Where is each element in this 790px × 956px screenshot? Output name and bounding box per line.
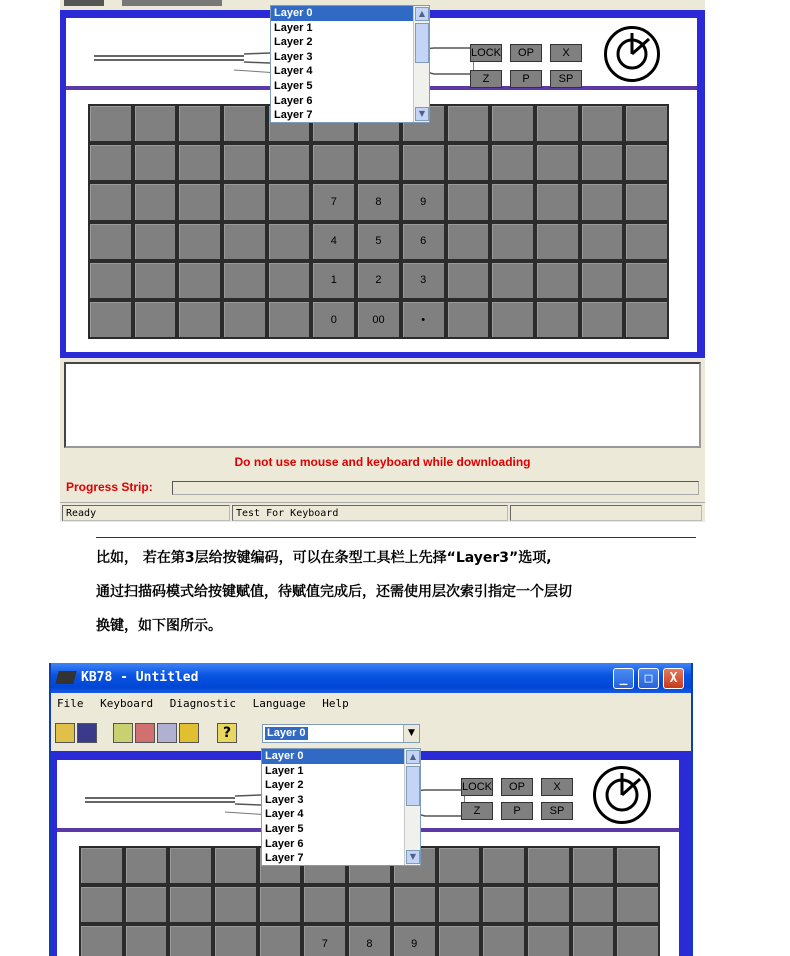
keyboard-key[interactable]: [267, 300, 312, 339]
keyboard-key[interactable]: [267, 143, 312, 182]
new-key-icon[interactable]: [113, 723, 133, 743]
p-button[interactable]: P: [501, 802, 533, 820]
keyboard-key[interactable]: [490, 261, 535, 300]
keyboard-key[interactable]: [88, 182, 133, 221]
keyboard-key[interactable]: 8: [347, 924, 392, 956]
keyboard-key[interactable]: [624, 300, 669, 339]
layer-dropdown-list[interactable]: [270, 5, 430, 123]
status-bar: [60, 502, 705, 522]
window-titlebar[interactable]: [51, 663, 691, 693]
keyboard-key[interactable]: [133, 222, 178, 261]
dropdown-item-layer-3[interactable]: Layer 3: [265, 793, 304, 806]
keyboard-key[interactable]: [580, 222, 625, 261]
keyboard-key[interactable]: [437, 924, 482, 956]
keyboard-key[interactable]: [580, 143, 625, 182]
keyboard-key[interactable]: [88, 300, 133, 339]
dropdown-item-layer-7[interactable]: Layer 7: [265, 852, 304, 865]
keyboard-key[interactable]: [222, 222, 267, 261]
keyboard-key[interactable]: [213, 846, 258, 885]
keyboard-key[interactable]: [222, 300, 267, 339]
keyboard-key[interactable]: [177, 182, 222, 221]
keyboard-key[interactable]: 8: [356, 182, 401, 221]
keyboard-key[interactable]: [258, 885, 303, 924]
dropdown-scrollbar[interactable]: [404, 749, 420, 865]
keyboard-key[interactable]: [79, 924, 124, 956]
keyboard-key[interactable]: [481, 846, 526, 885]
keyboard-key[interactable]: [624, 261, 669, 300]
scroll-down-icon[interactable]: ▼: [415, 107, 429, 121]
keyboard-key[interactable]: [571, 885, 616, 924]
dropdown-item-layer-0[interactable]: Layer 0: [271, 6, 429, 21]
dial-icon[interactable]: [604, 26, 660, 82]
key-grid: [88, 104, 669, 339]
keyboard-key[interactable]: [177, 104, 222, 143]
keyboard-key[interactable]: [490, 182, 535, 221]
keyboard-key[interactable]: [124, 924, 169, 956]
keyboard-key[interactable]: [88, 222, 133, 261]
keyboard-key[interactable]: [168, 846, 213, 885]
delete-key-icon[interactable]: [135, 723, 155, 743]
keyboard-key[interactable]: [88, 261, 133, 300]
keyboard-key[interactable]: •: [401, 300, 446, 339]
z-button[interactable]: Z: [461, 802, 493, 820]
keyboard-key[interactable]: [124, 846, 169, 885]
scroll-up-icon[interactable]: ▲: [415, 7, 429, 21]
keyboard-key[interactable]: [446, 143, 491, 182]
dropdown-item-layer-1[interactable]: Layer 1: [274, 21, 313, 34]
toolbar: [51, 721, 691, 747]
dropdown-item-layer-2[interactable]: Layer 2: [274, 36, 313, 49]
keyboard-key[interactable]: [177, 143, 222, 182]
keyboard-key[interactable]: [580, 300, 625, 339]
keyboard-key[interactable]: [267, 222, 312, 261]
dropdown-item-layer-4[interactable]: Layer 4: [274, 65, 313, 78]
p-button[interactable]: P: [510, 70, 542, 88]
keyboard-key[interactable]: [79, 885, 124, 924]
keyboard-key[interactable]: [356, 143, 401, 182]
dropdown-item-layer-2[interactable]: Layer 2: [265, 779, 304, 792]
help-icon[interactable]: ?: [217, 723, 237, 743]
dial-icon[interactable]: [593, 766, 651, 824]
scroll-thumb[interactable]: [415, 23, 429, 63]
dropdown-item-layer-0[interactable]: Layer 0: [262, 749, 420, 764]
minimize-button[interactable]: _: [613, 668, 634, 689]
keyboard-key[interactable]: [571, 924, 616, 956]
paragraph-line-2: 通过扫描码模式给按键赋值，待赋值完成后，还需使用层次索引指定一个层切: [96, 584, 572, 600]
layer-dropdown-list[interactable]: [261, 748, 421, 866]
keyboard-key[interactable]: [624, 104, 669, 143]
keyboard-key[interactable]: [535, 222, 580, 261]
keyboard-key[interactable]: [526, 924, 571, 956]
keyboard-key[interactable]: [177, 222, 222, 261]
keyboard-key[interactable]: [133, 300, 178, 339]
keyboard-key[interactable]: [168, 885, 213, 924]
keyboard-key[interactable]: [580, 261, 625, 300]
keyboard-key[interactable]: [222, 104, 267, 143]
keyboard-key[interactable]: [490, 300, 535, 339]
keyboard-key[interactable]: [222, 182, 267, 221]
keyboard-key[interactable]: [580, 182, 625, 221]
keyboard-key[interactable]: [580, 104, 625, 143]
bar-icon[interactable]: [179, 723, 199, 743]
keyboard-key[interactable]: [535, 261, 580, 300]
keyboard-key[interactable]: [526, 846, 571, 885]
keyboard-key[interactable]: 7: [311, 182, 356, 221]
keyboard-key[interactable]: [302, 885, 347, 924]
keyboard-key[interactable]: [571, 846, 616, 885]
copy-key-icon[interactable]: [157, 723, 177, 743]
keyboard-key[interactable]: 0: [311, 300, 356, 339]
keyboard-key[interactable]: [222, 261, 267, 300]
scroll-up-icon[interactable]: ▲: [406, 750, 420, 764]
keyboard-key[interactable]: [133, 261, 178, 300]
keyboard-key[interactable]: [267, 261, 312, 300]
keyboard-key[interactable]: [615, 924, 660, 956]
lock-button[interactable]: LOCK: [470, 44, 502, 62]
keyboard-key[interactable]: [615, 885, 660, 924]
keyboard-key[interactable]: [490, 222, 535, 261]
keyboard-key[interactable]: [177, 261, 222, 300]
save-icon[interactable]: [77, 723, 97, 743]
window-title: KB78 - Untitled: [81, 670, 199, 685]
keyboard-key[interactable]: 1: [311, 261, 356, 300]
keyboard-key[interactable]: [490, 143, 535, 182]
op-button[interactable]: OP: [501, 778, 533, 796]
keyboard-key[interactable]: 9: [401, 182, 446, 221]
keyboard-key[interactable]: [88, 143, 133, 182]
keyboard-key[interactable]: [213, 924, 258, 956]
keyboard-key[interactable]: [526, 885, 571, 924]
keyboard-key[interactable]: [392, 885, 437, 924]
layer-select[interactable]: [262, 724, 420, 743]
keyboard-key[interactable]: [535, 143, 580, 182]
keyboard-key[interactable]: [446, 300, 491, 339]
dropdown-item-layer-7[interactable]: Layer 7: [274, 109, 313, 122]
menu-language[interactable]: Language: [252, 697, 306, 710]
keyboard-key[interactable]: [437, 885, 482, 924]
keyboard-key[interactable]: 6: [401, 222, 446, 261]
keyboard-key[interactable]: [446, 104, 491, 143]
menu-help[interactable]: Help: [322, 697, 349, 710]
progress-strip: [172, 481, 699, 495]
keyboard-key[interactable]: 4: [311, 222, 356, 261]
z-button[interactable]: Z: [470, 70, 502, 88]
paragraph-line-3: 换键，如下图所示。: [96, 618, 222, 634]
dropdown-item-layer-3[interactable]: Layer 3: [274, 50, 313, 63]
keyboard-key[interactable]: [401, 143, 446, 182]
output-log-area[interactable]: [64, 362, 701, 448]
app-icon: [55, 671, 76, 684]
keyboard-key[interactable]: [347, 885, 392, 924]
keyboard-key[interactable]: [481, 885, 526, 924]
keyboard-key[interactable]: 00: [356, 300, 401, 339]
keyboard-key[interactable]: [446, 261, 491, 300]
keyboard-key[interactable]: [437, 846, 482, 885]
menu-file[interactable]: File: [57, 697, 84, 710]
keyboard-key[interactable]: 3: [401, 261, 446, 300]
close-button[interactable]: X: [663, 668, 684, 689]
sp-button[interactable]: SP: [541, 802, 573, 820]
keyboard-key[interactable]: [133, 104, 178, 143]
keyboard-key[interactable]: [124, 885, 169, 924]
keyboard-key[interactable]: 7: [302, 924, 347, 956]
keyboard-key[interactable]: [624, 143, 669, 182]
screenshot-keyboard-editor-2: [49, 663, 693, 956]
keyboard-key[interactable]: [258, 924, 303, 956]
keyboard-key[interactable]: [615, 846, 660, 885]
paragraph-line-1: 比如， 若在第3层给按键编码，可以在条型工具栏上先择“Layer3”选项,: [96, 550, 552, 566]
status-empty: [510, 505, 702, 521]
status-ready: Ready: [62, 505, 230, 521]
maximize-button[interactable]: □: [638, 668, 659, 689]
keyboard-key[interactable]: [133, 143, 178, 182]
keyboard-key[interactable]: 2: [356, 261, 401, 300]
dropdown-item-layer-5[interactable]: Layer 5: [274, 79, 313, 92]
toolbar-icons-group[interactable]: [122, 0, 222, 6]
keyboard-key[interactable]: [624, 182, 669, 221]
screenshot-keyboard-editor-1: [60, 0, 705, 522]
toolbar-icons[interactable]: [64, 0, 104, 6]
dropdown-item-layer-4[interactable]: Layer 4: [265, 808, 304, 821]
dial-needle-icon: [607, 29, 657, 79]
keyboard-key[interactable]: [535, 182, 580, 221]
keyboard-key[interactable]: [490, 104, 535, 143]
keyboard-key[interactable]: [222, 143, 267, 182]
x-button[interactable]: X: [550, 44, 582, 62]
menu-bar: [51, 695, 691, 713]
keyboard-key[interactable]: [446, 222, 491, 261]
keyboard-key[interactable]: [535, 300, 580, 339]
open-icon[interactable]: [55, 723, 75, 743]
keyboard-key[interactable]: [311, 143, 356, 182]
keyboard-key[interactable]: [481, 924, 526, 956]
lock-button[interactable]: LOCK: [461, 778, 493, 796]
keyboard-key[interactable]: 5: [356, 222, 401, 261]
keyboard-key[interactable]: [168, 924, 213, 956]
status-test-keyboard: Test For Keyboard: [232, 505, 508, 521]
keyboard-key[interactable]: [79, 846, 124, 885]
keyboard-key[interactable]: [213, 885, 258, 924]
dropdown-item-layer-6[interactable]: Layer 6: [265, 837, 304, 850]
keyboard-key[interactable]: [177, 300, 222, 339]
keyboard-key[interactable]: [535, 104, 580, 143]
keyboard-key[interactable]: [267, 182, 312, 221]
dropdown-scrollbar[interactable]: [413, 6, 429, 122]
dial-needle-icon: [596, 769, 648, 821]
x-button[interactable]: X: [541, 778, 573, 796]
keyboard-key[interactable]: [624, 222, 669, 261]
keyboard-key[interactable]: [133, 182, 178, 221]
keyboard-key[interactable]: [446, 182, 491, 221]
op-button[interactable]: OP: [510, 44, 542, 62]
scroll-thumb[interactable]: [406, 766, 420, 806]
sp-button[interactable]: SP: [550, 70, 582, 88]
divider: [96, 537, 696, 538]
progress-label: Progress Strip:: [66, 480, 153, 494]
dropdown-item-layer-1[interactable]: Layer 1: [265, 764, 304, 777]
layer-select-value: Layer 0: [267, 727, 306, 739]
chevron-down-icon[interactable]: ▼: [403, 725, 419, 742]
menu-diagnostic[interactable]: Diagnostic: [169, 697, 236, 710]
scroll-down-icon[interactable]: ▼: [406, 850, 420, 864]
dropdown-item-layer-5[interactable]: Layer 5: [265, 822, 304, 835]
dropdown-item-layer-6[interactable]: Layer 6: [274, 94, 313, 107]
keyboard-key[interactable]: [88, 104, 133, 143]
download-warning: Do not use mouse and keyboard while downloading: [234, 455, 531, 469]
keyboard-key[interactable]: 9: [392, 924, 437, 956]
menu-keyboard[interactable]: Keyboard: [100, 697, 154, 710]
